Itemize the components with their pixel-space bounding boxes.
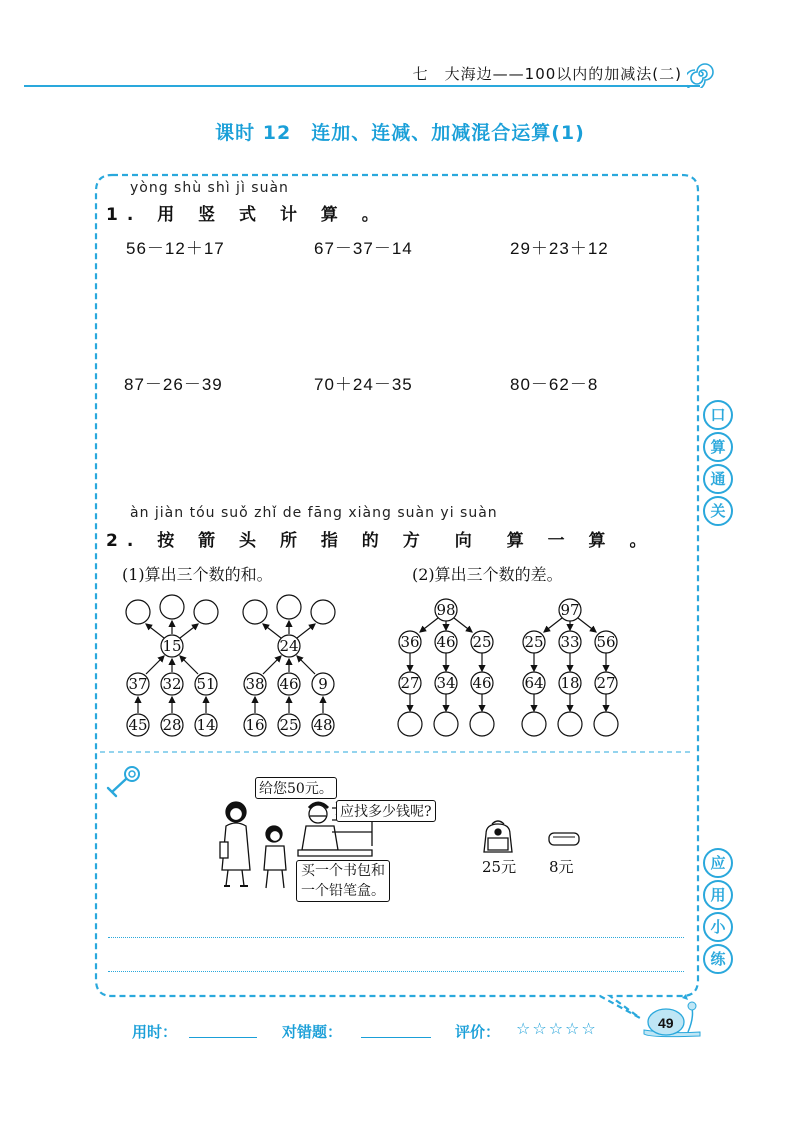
svg-text:36: 36 (400, 633, 420, 651)
svg-text:24: 24 (279, 637, 299, 655)
q2-title: 2. 按 箭 头 所 指 的 方 向 算 一 算 。 (106, 531, 656, 551)
q2-sub1: (1)算出三个数的和。 (122, 565, 273, 584)
expression: 80－62－8 (510, 375, 599, 394)
svg-text:25: 25 (524, 633, 544, 651)
tree-node: 15 (162, 637, 182, 655)
q2-pinyin: àn jiàn tóu suǒ zhǐ de fāng xiàng suàn yi suàn (130, 505, 498, 521)
q2-sub2: (2)算出三个数的差。 (412, 565, 563, 584)
side-tab-char: 小 (703, 912, 733, 942)
svg-text:16: 16 (245, 716, 265, 734)
speech-bubble: 给您50元。 (255, 777, 337, 799)
expression: 70＋24－35 (314, 375, 413, 394)
bubble-line: 买一个书包和 (301, 863, 385, 879)
svg-text:32: 32 (162, 675, 182, 693)
time-label: 用时： (132, 1023, 178, 1041)
svg-text:14: 14 (196, 716, 216, 734)
side-tab-char: 算 (703, 432, 733, 462)
svg-text:64: 64 (524, 674, 544, 692)
speech-bubble (296, 860, 390, 902)
side-tab-char: 练 (703, 944, 733, 974)
svg-text:97: 97 (560, 601, 580, 619)
svg-text:45: 45 (128, 716, 148, 734)
answer-line[interactable] (108, 937, 684, 938)
svg-text:25: 25 (472, 633, 492, 651)
side-tab-char: 通 (703, 464, 733, 494)
expression: 56－12＋17 (126, 239, 225, 258)
side-tab-char: 关 (703, 496, 733, 526)
q1-title: 1. 用 竖 式 计 算 。 (106, 205, 388, 225)
svg-text:27: 27 (400, 674, 420, 692)
svg-text:38: 38 (245, 675, 265, 693)
oral-tab-group (703, 400, 733, 526)
side-tab-char: 应 (703, 848, 733, 878)
answer-blank (126, 600, 150, 624)
svg-text:98: 98 (436, 601, 456, 619)
expression: 67－37－14 (314, 239, 413, 258)
svg-text:46: 46 (279, 675, 299, 693)
expression: 29＋23＋12 (510, 239, 609, 258)
svg-text:51: 51 (196, 675, 216, 693)
svg-text:25: 25 (279, 716, 299, 734)
side-tab-char: 口 (703, 400, 733, 430)
svg-text:37: 37 (128, 675, 148, 693)
svg-text:28: 28 (162, 716, 182, 734)
schoolbag-icon (478, 820, 520, 856)
pencil-case-icon (547, 830, 581, 848)
page-number: 49 (658, 1015, 674, 1031)
rating-label: 评价： (455, 1023, 501, 1041)
svg-text:18: 18 (560, 674, 580, 692)
svg-text:27: 27 (596, 674, 616, 692)
lesson-title: 课时 12 连加、连减、加减混合运算(1) (215, 122, 585, 144)
speech-bubble: 应找多少钱呢? (336, 800, 436, 822)
pencil-case-price: 8元 (549, 858, 574, 876)
q1-pinyin: yòng shù shì jì suàn (130, 180, 289, 196)
magnifier-icon (104, 762, 146, 800)
rating-stars[interactable]: ☆☆☆☆☆ (516, 1019, 598, 1038)
svg-text:9: 9 (318, 675, 328, 693)
errors-field[interactable] (361, 1037, 431, 1038)
bag-price: 25元 (482, 858, 517, 876)
svg-text:56: 56 (596, 633, 616, 651)
errors-label: 对错题： (282, 1023, 343, 1041)
number-trees (0, 590, 700, 750)
svg-text:46: 46 (472, 674, 492, 692)
answer-blank (160, 595, 184, 619)
svg-text:46: 46 (436, 633, 456, 651)
side-tab-char: 用 (703, 880, 733, 910)
snail-icon (640, 992, 710, 1042)
answer-blank (194, 600, 218, 624)
svg-text:33: 33 (560, 633, 580, 651)
apply-tab-group (703, 848, 733, 974)
chapter-header: 七 大海边——100以内的加减法(二) (412, 65, 682, 83)
bubble-line: 一个铅笔盒。 (301, 883, 385, 899)
time-field[interactable] (189, 1037, 257, 1038)
svg-text:34: 34 (436, 674, 456, 692)
svg-text:48: 48 (313, 716, 333, 734)
answer-line[interactable] (108, 971, 684, 972)
expression: 87－26－39 (124, 375, 223, 394)
